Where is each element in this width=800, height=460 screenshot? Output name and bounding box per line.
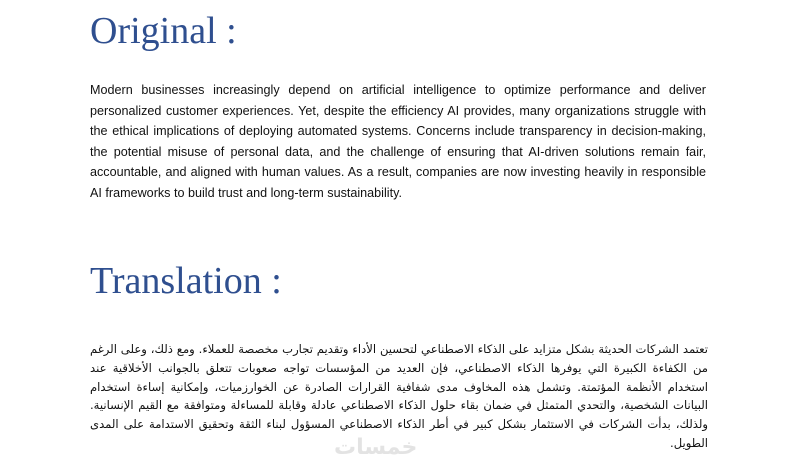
original-heading: Original : <box>90 10 237 52</box>
translation-heading: Translation : <box>90 260 282 302</box>
original-paragraph: Modern businesses increasingly depend on artificial intelligence to optimize performance and deliver personalized customer experiences. Yet, despite the efficiency AI provides, many organizations struggle with the ethical implications of deploying automated systems. Concerns include transparency in decision-making, the potential misuse of personal data, and the challenge of ensuring that AI-driven solutions remain fair, accountable, and aligned with human values. As a result, companies are now investing heavily in responsible AI frameworks to build trust and long-term sustainability. <box>90 83 706 200</box>
translation-paragraph: تعتمد الشركات الحديثة بشكل متزايد على الذكاء الاصطناعي لتحسين الأداء وتقديم تجارب مخصصة للعملاء. ومع ذلك، وعلى الرغم من الكفاءة الكبيرة التي يوفرها الذكاء الاصطناعي، فإن العديد من المؤسسات تواجه صعوبات تتعلق بالجوانب الأخلاقية عند استخدام الأنظمة المؤتمتة. وتشمل هذه المخاوف مدى شفافية القرارات الصادرة عن الخوارزميات، وإمكانية إساءة استخدام البيانات الشخصية، والتحدي المتمثل في ضمان بقاء حلول الذكاء الاصطناعي عادلة وقابلة للمساءلة ومتوافقة مع القيم الإنسانية. ولذلك، بدأت الشركات في الاستثمار بشكل كبير في أطر الذكاء الاصطناعي المسؤول لبناء الثقة وتحقيق الاستدامة على المدى الطويل. <box>90 342 708 450</box>
watermark-logo: خمسات <box>334 435 418 460</box>
